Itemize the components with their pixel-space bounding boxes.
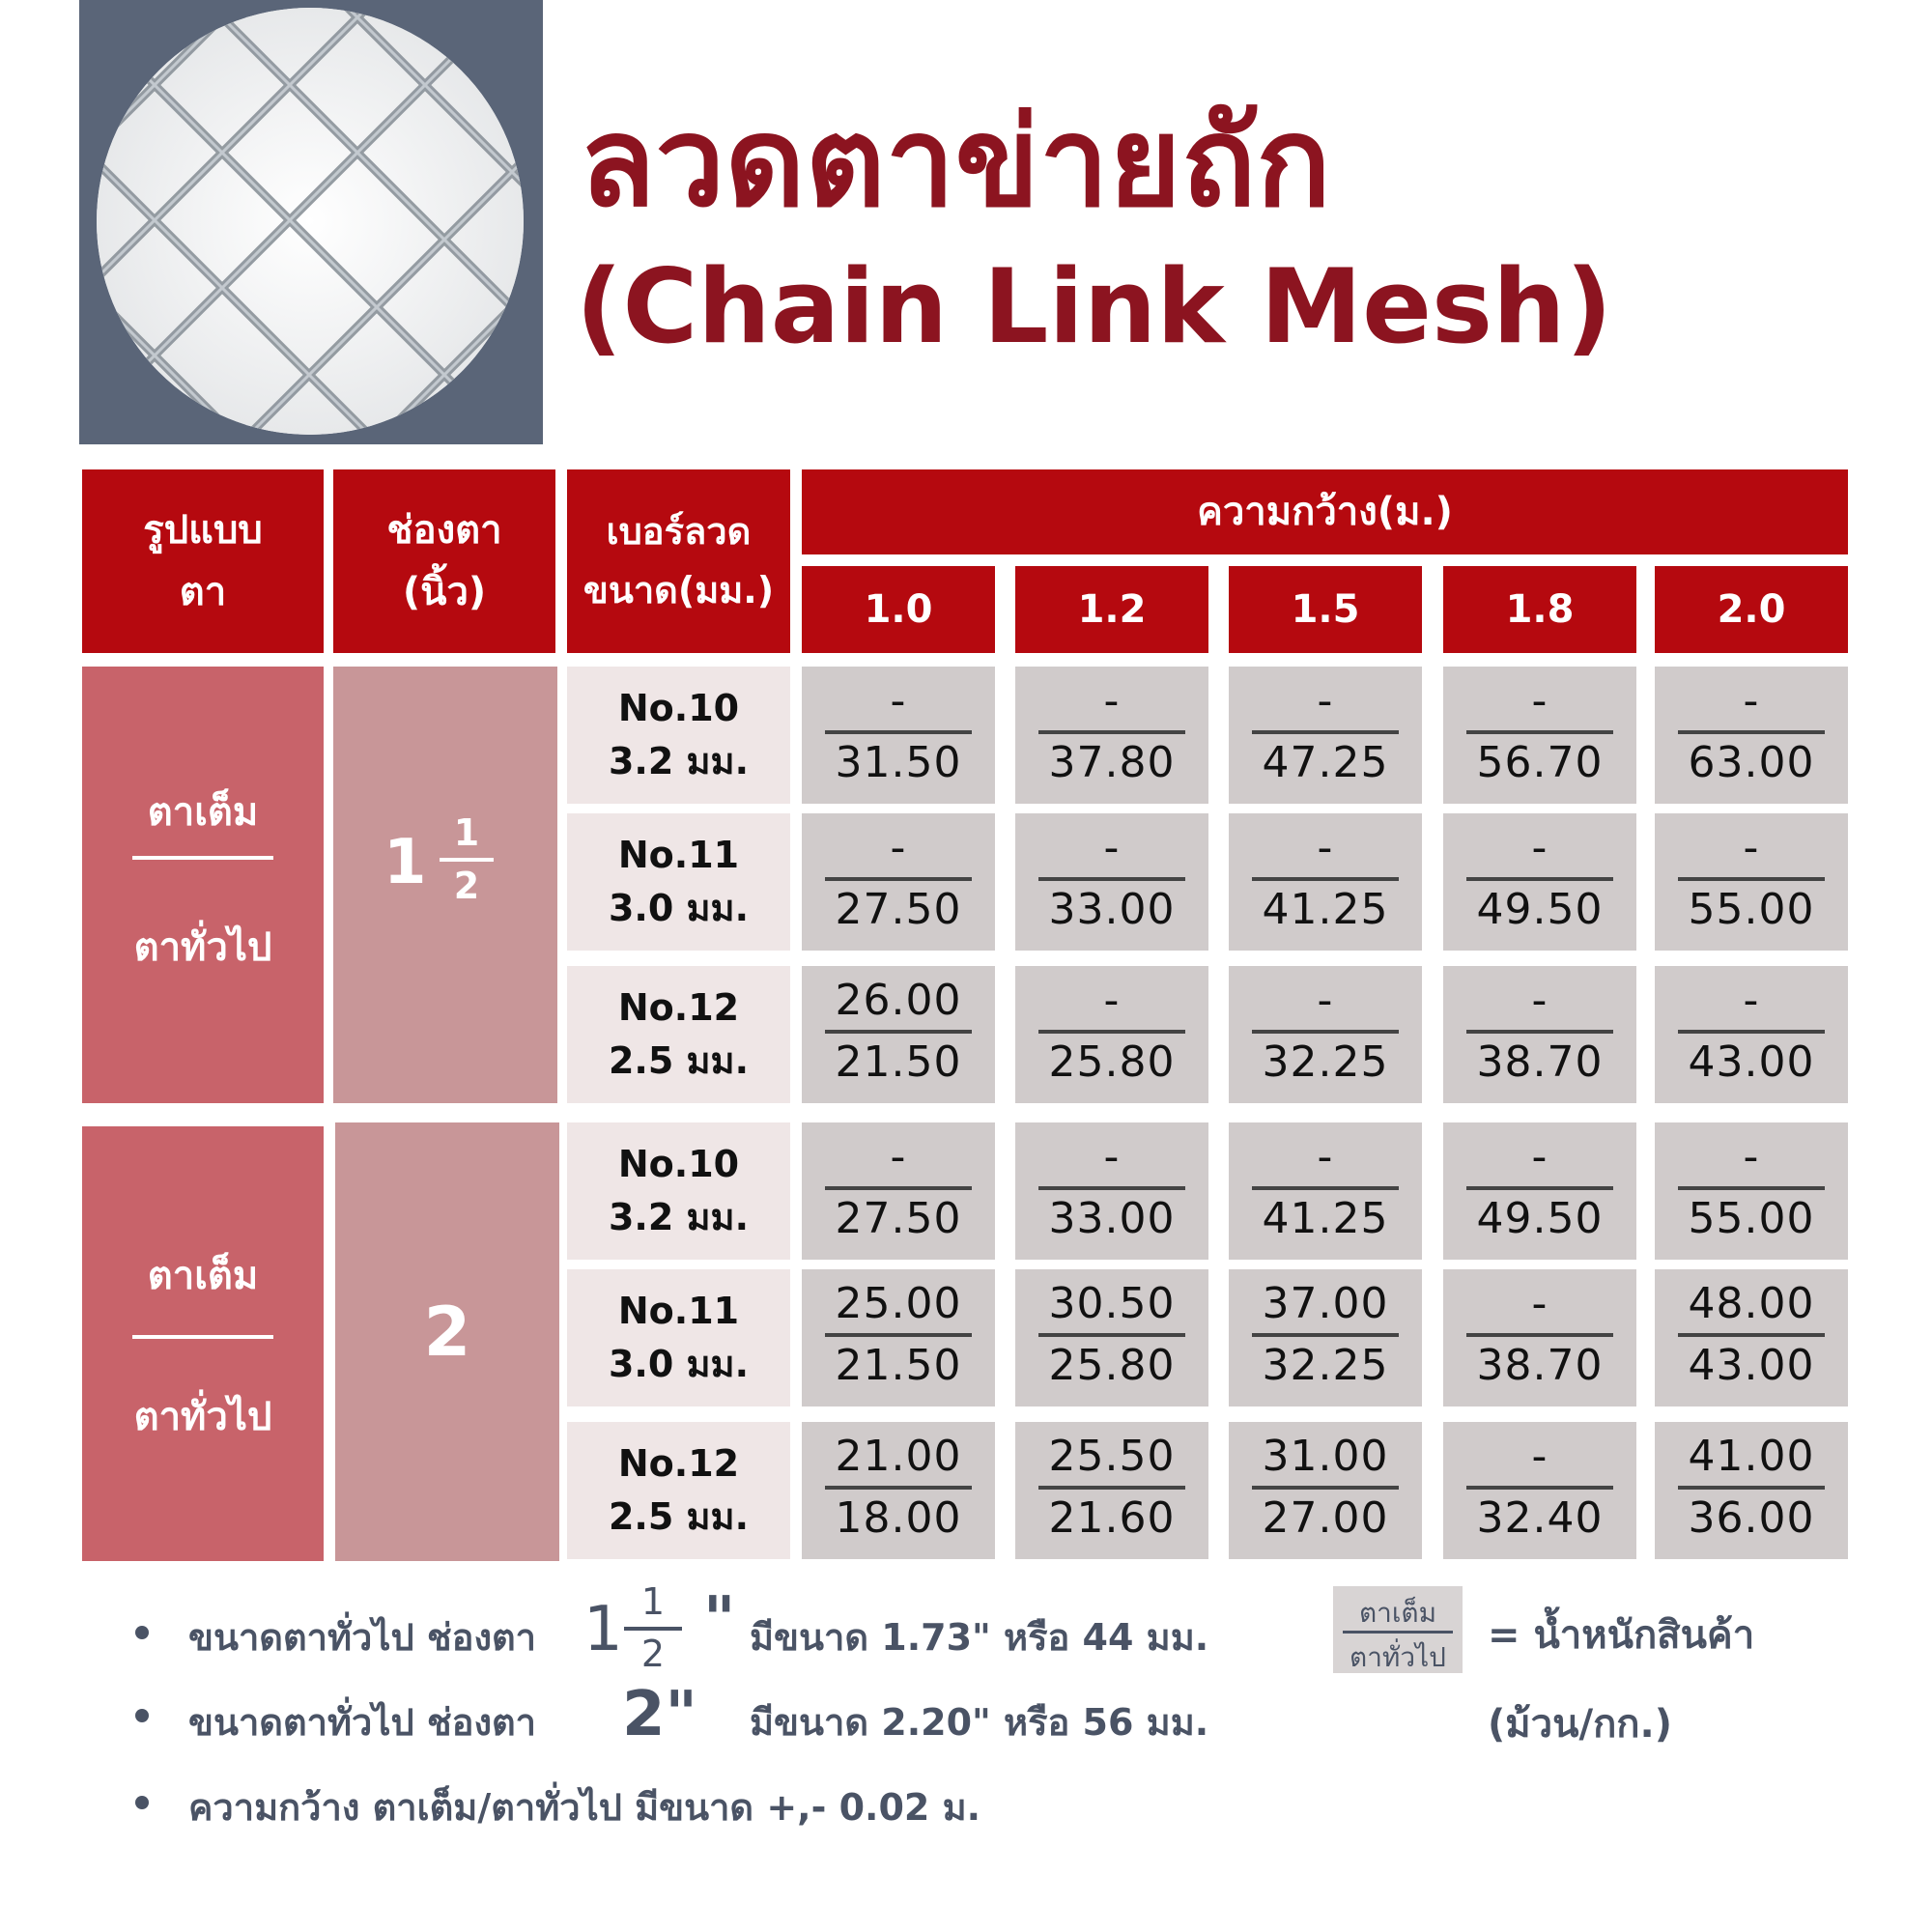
type-cell-group-2 bbox=[82, 1126, 324, 1561]
width-header-label: 1.2 bbox=[1077, 587, 1147, 632]
note-2-suffix: มีขนาด 2.20" หรือ 56 มม. bbox=[750, 1701, 1209, 1744]
legend-divider bbox=[1343, 1631, 1453, 1634]
width-header-label: 1.5 bbox=[1291, 587, 1360, 632]
weight-cell bbox=[1655, 813, 1848, 951]
wire-cell bbox=[567, 1122, 790, 1260]
mesh-value: 2 bbox=[423, 1293, 471, 1372]
fraction-line bbox=[1252, 1333, 1399, 1337]
weight-general-value: 55.00 bbox=[1688, 885, 1815, 934]
wire-size: 3.0 มม. bbox=[608, 1343, 750, 1385]
weight-general-value: 47.25 bbox=[1262, 738, 1389, 787]
header-type-label: รูปแบบ ตา bbox=[143, 508, 263, 614]
fraction-line bbox=[1038, 730, 1185, 734]
weight-general-value: 37.80 bbox=[1048, 738, 1176, 787]
page-title-thai: ลวดตาข่ายถัก bbox=[580, 91, 1331, 235]
mesh-cell-group-1 bbox=[333, 667, 557, 1103]
fraction-line bbox=[1252, 1030, 1399, 1034]
weight-general-value: 18.00 bbox=[835, 1493, 962, 1543]
weight-full-value: - bbox=[1103, 976, 1121, 1025]
fraction-line bbox=[1252, 877, 1399, 881]
fraction-line bbox=[1466, 1333, 1613, 1337]
note-1-numerator: 1 bbox=[640, 1580, 666, 1623]
weight-full-value: - bbox=[1103, 823, 1121, 872]
fraction-line bbox=[825, 1030, 972, 1034]
note-1-inch-mark: " bbox=[703, 1584, 736, 1656]
wire-number: No.11 bbox=[617, 833, 740, 876]
weight-full-value: 26.00 bbox=[835, 976, 962, 1025]
fraction-line bbox=[1252, 1486, 1399, 1490]
weight-full-value: - bbox=[1531, 823, 1548, 872]
note-3: ความกว้าง ตาเต็ม/ตาทั่วไป มีขนาด +,- 0.02 ม. bbox=[188, 1786, 981, 1829]
fraction-line bbox=[1038, 1030, 1185, 1034]
weight-full-value: 25.50 bbox=[1048, 1432, 1176, 1481]
weight-full-value: - bbox=[1103, 676, 1121, 725]
weight-general-value: 21.50 bbox=[835, 1341, 962, 1390]
fraction-line bbox=[1038, 1486, 1185, 1490]
weight-general-value: 56.70 bbox=[1476, 738, 1604, 787]
weight-cell bbox=[802, 1269, 995, 1406]
note-1-whole: 1 bbox=[583, 1594, 623, 1665]
weight-cell bbox=[1443, 1269, 1636, 1406]
weight-cell bbox=[1443, 813, 1636, 951]
wire-number: No.10 bbox=[617, 1142, 740, 1185]
weight-full-value: 21.00 bbox=[835, 1432, 962, 1481]
legend-fraction-box bbox=[1333, 1586, 1463, 1673]
bullet-icon bbox=[135, 1796, 149, 1809]
width-header-1 bbox=[1015, 566, 1208, 653]
weight-cell bbox=[1655, 1422, 1848, 1559]
weight-cell bbox=[1229, 1422, 1422, 1559]
fraction-line bbox=[1038, 1186, 1185, 1190]
weight-general-value: 31.50 bbox=[835, 738, 962, 787]
legend-top: ตาเต็ม bbox=[1358, 1597, 1437, 1629]
header-wire-label: เบอร์ลวด ขนาด(มม.) bbox=[582, 510, 775, 611]
fraction-line bbox=[1678, 1486, 1825, 1490]
weight-full-value: - bbox=[1317, 676, 1334, 725]
weight-full-value: - bbox=[1743, 823, 1760, 872]
weight-full-value: - bbox=[1531, 1432, 1548, 1481]
header-wire bbox=[567, 469, 790, 653]
header-width bbox=[802, 469, 1848, 554]
weight-full-value: - bbox=[1531, 976, 1548, 1025]
width-header-label: 1.0 bbox=[864, 587, 933, 632]
type-general-label: ตาทั่วไป bbox=[133, 925, 272, 970]
weight-general-value: 27.00 bbox=[1262, 1493, 1389, 1543]
type-cell-group-1 bbox=[82, 667, 324, 1103]
weight-general-value: 25.80 bbox=[1048, 1037, 1176, 1087]
weight-general-value: 41.25 bbox=[1262, 1194, 1389, 1243]
mesh-whole: 1 bbox=[384, 827, 427, 898]
fraction-line bbox=[1466, 1486, 1613, 1490]
fraction-line bbox=[1678, 730, 1825, 734]
weight-full-value: - bbox=[1317, 823, 1334, 872]
weight-general-value: 33.00 bbox=[1048, 885, 1176, 934]
weight-general-value: 27.50 bbox=[835, 885, 962, 934]
weight-cell bbox=[1443, 1422, 1636, 1559]
type-general-label: ตาทั่วไป bbox=[133, 1395, 272, 1439]
weight-full-value: - bbox=[1103, 1132, 1121, 1181]
weight-cell bbox=[1015, 667, 1208, 804]
wire-cell bbox=[567, 1422, 790, 1559]
weight-full-value: - bbox=[1317, 976, 1334, 1025]
wire-size: 3.0 มม. bbox=[608, 887, 750, 929]
weight-cell bbox=[1015, 1269, 1208, 1406]
wire-cell bbox=[567, 667, 790, 804]
fraction-line bbox=[825, 730, 972, 734]
weight-general-value: 41.25 bbox=[1262, 885, 1389, 934]
weight-general-value: 49.50 bbox=[1476, 1194, 1604, 1243]
weight-general-value: 32.25 bbox=[1262, 1341, 1389, 1390]
weight-full-value: - bbox=[1531, 1132, 1548, 1181]
weight-full-value: - bbox=[1743, 676, 1760, 725]
type-divider bbox=[132, 1335, 273, 1339]
bullet-icon bbox=[135, 1626, 149, 1639]
type-full-label: ตาเต็ม bbox=[147, 1254, 259, 1298]
weight-cell bbox=[1443, 966, 1636, 1103]
weight-cell bbox=[802, 813, 995, 951]
width-header-3 bbox=[1443, 566, 1636, 653]
bullet-icon bbox=[135, 1709, 149, 1722]
header-width-label: ความกว้าง(ม.) bbox=[1197, 490, 1453, 534]
header-type bbox=[82, 469, 324, 653]
wire-cell bbox=[567, 966, 790, 1103]
weight-full-value: - bbox=[1531, 676, 1548, 725]
weight-full-value: - bbox=[890, 676, 907, 725]
weight-full-value: - bbox=[1317, 1132, 1334, 1181]
weight-general-value: 63.00 bbox=[1688, 738, 1815, 787]
fraction-line bbox=[825, 877, 972, 881]
weight-general-value: 21.60 bbox=[1048, 1493, 1176, 1543]
mesh-denominator: 2 bbox=[453, 865, 480, 907]
weight-cell bbox=[802, 667, 995, 804]
weight-general-value: 27.50 bbox=[835, 1194, 962, 1243]
wire-size: 3.2 มม. bbox=[608, 1196, 750, 1238]
weight-general-value: 49.50 bbox=[1476, 885, 1604, 934]
width-header-label: 1.8 bbox=[1505, 587, 1575, 632]
weight-general-value: 25.80 bbox=[1048, 1341, 1176, 1390]
width-header-label: 2.0 bbox=[1717, 587, 1786, 632]
weight-cell bbox=[802, 966, 995, 1103]
weight-general-value: 38.70 bbox=[1476, 1341, 1604, 1390]
weight-full-value: 25.00 bbox=[835, 1279, 962, 1328]
weight-general-value: 43.00 bbox=[1688, 1341, 1815, 1390]
weight-full-value: 48.00 bbox=[1688, 1279, 1815, 1328]
weight-cell bbox=[1015, 966, 1208, 1103]
legend-bottom: ตาทั่วไป bbox=[1350, 1641, 1446, 1673]
fraction-line bbox=[1038, 877, 1185, 881]
weight-cell bbox=[1655, 667, 1848, 804]
wire-cell bbox=[567, 813, 790, 951]
weight-full-value: - bbox=[1743, 1132, 1760, 1181]
type-divider bbox=[132, 856, 273, 860]
fraction-line bbox=[1252, 1186, 1399, 1190]
weight-cell bbox=[1655, 966, 1848, 1103]
weight-general-value: 21.50 bbox=[835, 1037, 962, 1087]
fraction-line bbox=[1466, 730, 1613, 734]
type-full-label: ตาเต็ม bbox=[147, 790, 259, 835]
weight-cell bbox=[1229, 1269, 1422, 1406]
weight-cell bbox=[1015, 813, 1208, 951]
mesh-cell-group-2 bbox=[335, 1122, 559, 1561]
fraction-line bbox=[1678, 1030, 1825, 1034]
weight-general-value: 32.40 bbox=[1476, 1493, 1604, 1543]
mesh-fraction-bar bbox=[440, 858, 494, 862]
note-2-prefix: ขนาดตาทั่วไป ช่องตา bbox=[188, 1701, 537, 1744]
wire-number: No.12 bbox=[617, 1441, 740, 1485]
weight-full-value: 41.00 bbox=[1688, 1432, 1815, 1481]
fraction-line bbox=[1038, 1333, 1185, 1337]
fraction-line bbox=[1252, 730, 1399, 734]
note-1-denominator: 2 bbox=[640, 1633, 666, 1675]
wire-number: No.10 bbox=[617, 686, 740, 729]
weight-cell bbox=[1229, 1122, 1422, 1260]
fraction-line bbox=[825, 1333, 972, 1337]
note-1-suffix: มีขนาด 1.73" หรือ 44 มม. bbox=[750, 1616, 1209, 1659]
weight-full-value: 37.00 bbox=[1262, 1279, 1389, 1328]
weight-full-value: - bbox=[1531, 1279, 1548, 1328]
weight-cell bbox=[1443, 667, 1636, 804]
weight-cell bbox=[1015, 1422, 1208, 1559]
weight-cell bbox=[1015, 1122, 1208, 1260]
fraction-line bbox=[825, 1186, 972, 1190]
fraction-line bbox=[1466, 1186, 1613, 1190]
weight-cell bbox=[1443, 1122, 1636, 1260]
legend-unit: (ม้วน/กก.) bbox=[1488, 1702, 1672, 1747]
weight-general-value: 36.00 bbox=[1688, 1493, 1815, 1543]
width-header-4 bbox=[1655, 566, 1848, 653]
wire-size: 3.2 มม. bbox=[608, 740, 750, 782]
weight-general-value: 32.25 bbox=[1262, 1037, 1389, 1087]
weight-cell bbox=[802, 1422, 995, 1559]
fraction-line bbox=[1466, 877, 1613, 881]
weight-general-value: 55.00 bbox=[1688, 1194, 1815, 1243]
fraction-line bbox=[1678, 1186, 1825, 1190]
wire-size: 2.5 มม. bbox=[608, 1495, 750, 1538]
header-mesh-label: ช่องตา (นิ้ว) bbox=[386, 508, 502, 614]
page-title-english: (Chain Link Mesh) bbox=[576, 247, 1613, 366]
weight-full-value: - bbox=[890, 823, 907, 872]
weight-cell bbox=[802, 1122, 995, 1260]
wire-cell bbox=[567, 1269, 790, 1406]
weight-general-value: 38.70 bbox=[1476, 1037, 1604, 1087]
fraction-line bbox=[825, 1486, 972, 1490]
mesh-numerator: 1 bbox=[453, 811, 480, 854]
fraction-line bbox=[1678, 1333, 1825, 1337]
note-1-prefix: ขนาดตาทั่วไป ช่องตา bbox=[188, 1616, 537, 1659]
weight-full-value: 31.00 bbox=[1262, 1432, 1389, 1481]
width-header-2 bbox=[1229, 566, 1422, 653]
note-1-fraction-bar bbox=[624, 1627, 682, 1631]
weight-general-value: 33.00 bbox=[1048, 1194, 1176, 1243]
weight-cell bbox=[1229, 813, 1422, 951]
note-2-value: 2" bbox=[622, 1679, 697, 1750]
weight-full-value: - bbox=[890, 1132, 907, 1181]
weight-full-value: - bbox=[1743, 976, 1760, 1025]
weight-general-value: 43.00 bbox=[1688, 1037, 1815, 1087]
weight-cell bbox=[1229, 966, 1422, 1103]
width-header-0 bbox=[802, 566, 995, 653]
chain-link-mesh-photo bbox=[97, 8, 524, 435]
fraction-line bbox=[1466, 1030, 1613, 1034]
wire-number: No.11 bbox=[617, 1289, 740, 1332]
wire-size: 2.5 มม. bbox=[608, 1039, 750, 1082]
weight-cell bbox=[1655, 1122, 1848, 1260]
wire-number: No.12 bbox=[617, 985, 740, 1029]
fraction-line bbox=[1678, 877, 1825, 881]
weight-full-value: 30.50 bbox=[1048, 1279, 1176, 1328]
legend-meaning: = น้ำหนักสินค้า bbox=[1488, 1613, 1755, 1658]
weight-cell bbox=[1229, 667, 1422, 804]
header-mesh bbox=[333, 469, 555, 653]
weight-cell bbox=[1655, 1269, 1848, 1406]
